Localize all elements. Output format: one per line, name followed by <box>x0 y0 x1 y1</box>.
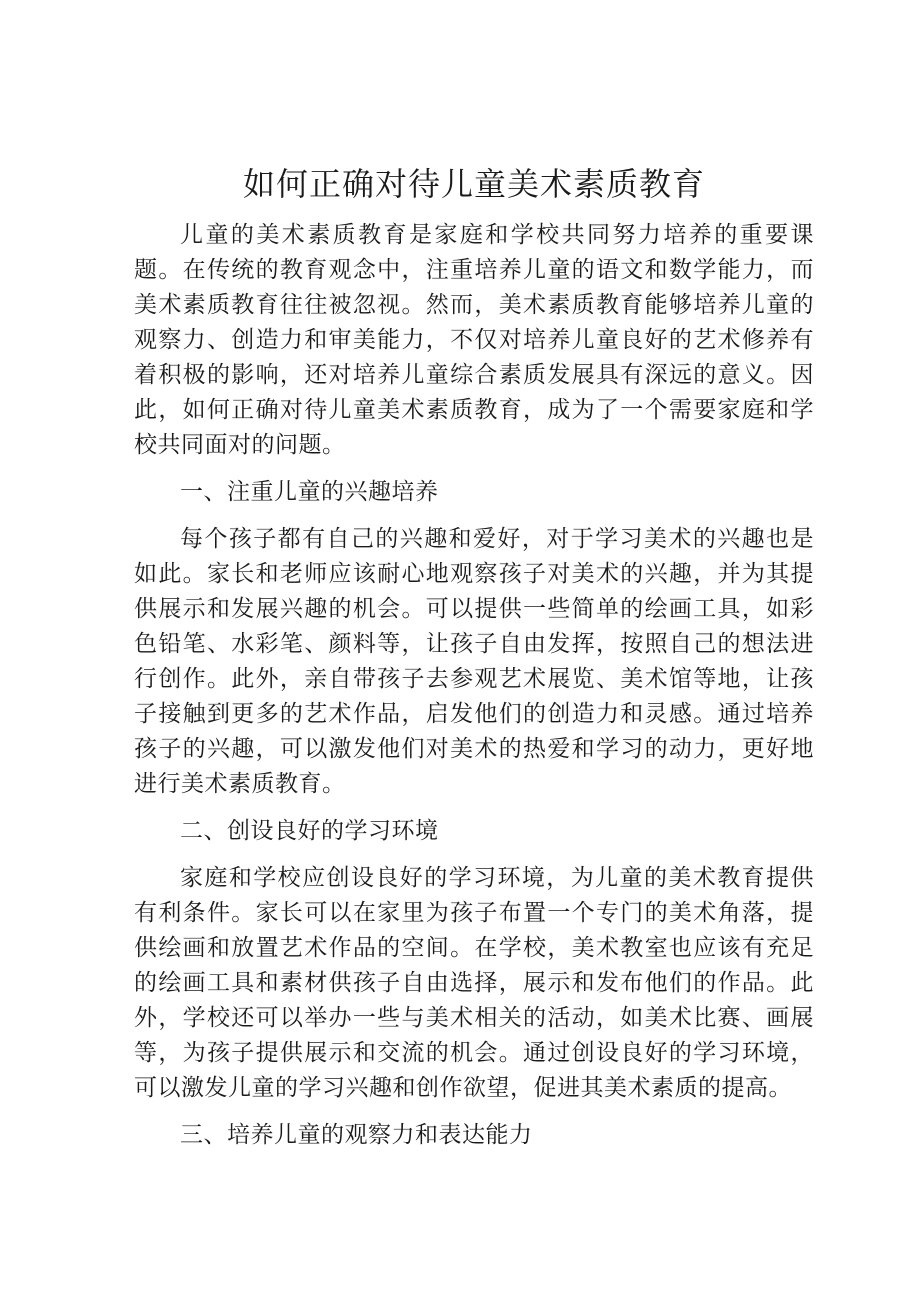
document-title: 如何正确对待儿童美术素质教育 <box>242 165 705 203</box>
intro-paragraph: 儿童的美术素质教育是家庭和学校共同努力培养的重要课题。在传统的教育观念中，注重培养儿童的语文和数学能力，而美术素质教育往往被忽视。然而，美术素质教育能够培养儿童的观察力、创造力和审美能力，不仅对培养儿童良好的艺术修养有着积极的影响，还对培养儿童综合素质发展具有深远的意义。因此，如何正确对待儿童美术素质教育，成为了一个需要家庭和学校共同面对的问题。 <box>134 222 814 458</box>
section-1-body: 每个孩子都有自己的兴趣和爱好，对于学习美术的兴趣也是如此。家长和老师应该耐心地观察孩子对美术的兴趣，并为其提供展示和发展兴趣的机会。可以提供一些简单的绘画工具，如彩色铅笔、水彩笔、颜料等，让孩子自由发挥，按照自己的想法进行创作。此外，亲自带孩子去参观艺术展览、美术馆等地，让孩子接触到更多的艺术作品，启发他们的创造力和灵感。通过培养孩子的兴趣，可以激发他们对美术的热爱和学习的动力，更好地进行美术素质教育。 <box>134 526 814 797</box>
section-2-body: 家庭和学校应创设良好的学习环境，为儿童的美术教育提供有利条件。家长可以在家里为孩子布置一个专门的美术角落，提供绘画和放置艺术作品的空间。在学校，美术教室也应该有充足的绘画工具和素材供孩子自由选择，展示和发布他们的作品。此外，学校还可以举办一些与美术相关的活动，如美术比赛、画展等，为孩子提供展示和交流的机会。通过创设良好的学习环境，可以激发儿童的学习兴趣和创作欲望，促进其美术素质的提高。 <box>134 865 814 1101</box>
section-2-heading: 二、创设良好的学习环境 <box>180 818 439 844</box>
section-1-heading: 一、注重儿童的兴趣培养 <box>180 479 439 505</box>
document-page <box>134 158 814 1165</box>
section-3-heading: 三、培养儿童的观察力和表达能力 <box>180 1122 533 1148</box>
